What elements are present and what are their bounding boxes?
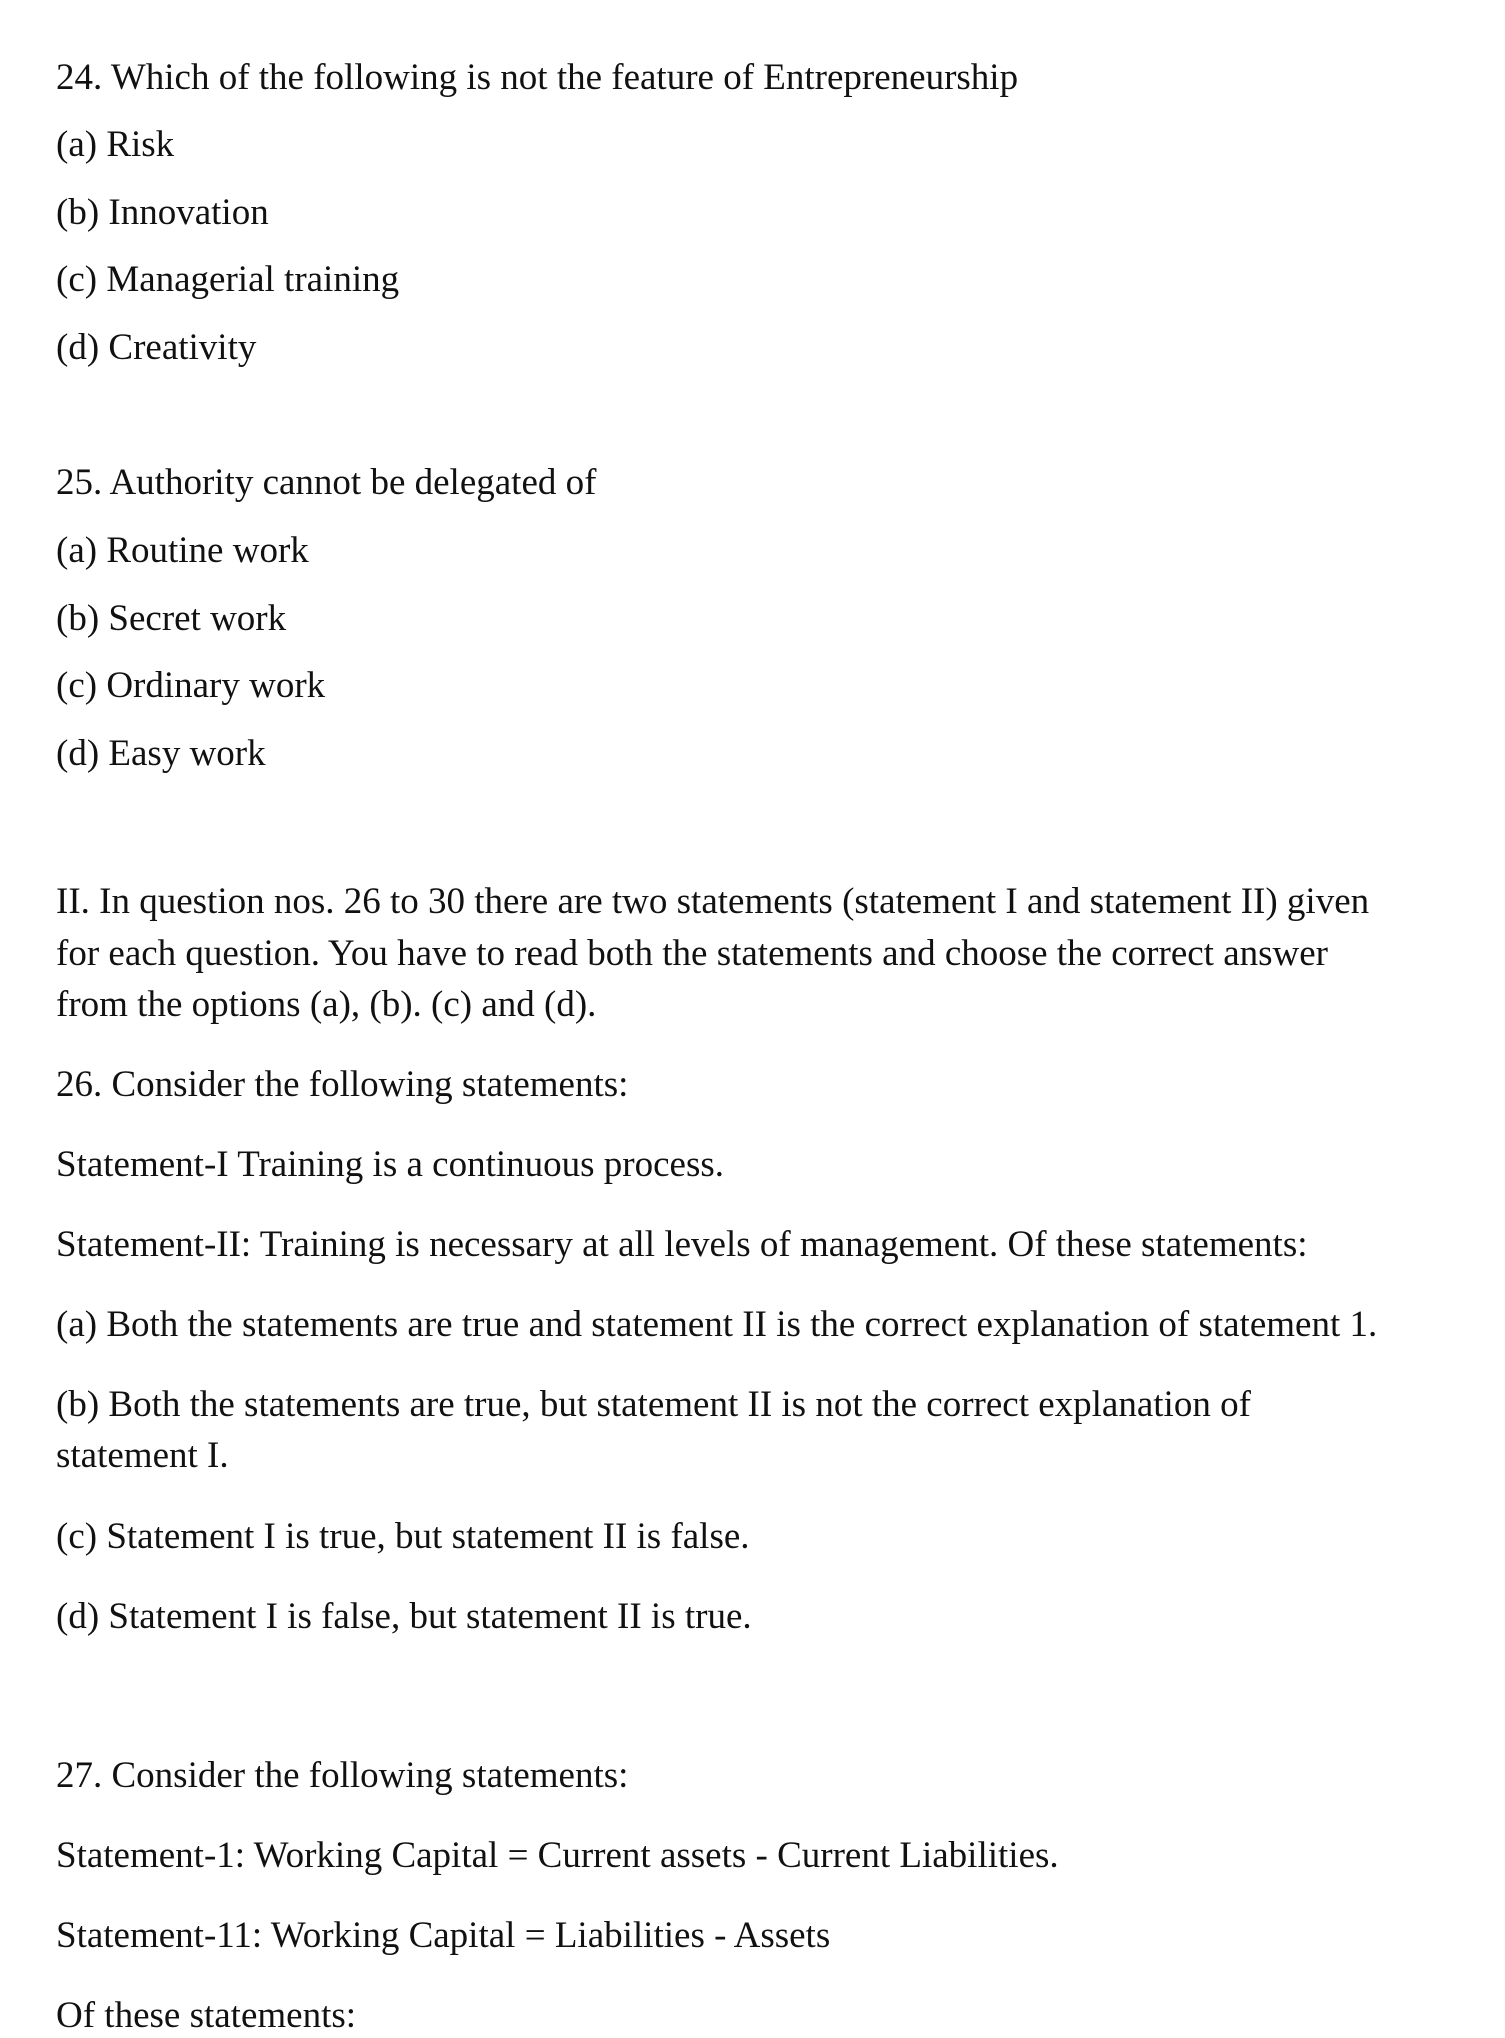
question-24-option-c: (c) Managerial training <box>56 259 400 300</box>
instructions-line-3: from the options (a), (b). (c) and (d). <box>56 984 597 1025</box>
question-26-option-a: (a) Both the statements are true and statement II is the correct explanation of statement 1. <box>56 1304 1378 1345</box>
question-25-text: 25. Authority cannot be delegated of <box>56 462 597 503</box>
question-24-option-a: (a) Risk <box>56 124 175 165</box>
instructions-line-2: for each question. You have to read both the statements and choose the correct answer <box>56 933 1328 974</box>
instructions-line-1: II. In question nos. 26 to 30 there are two statements (statement I and statement II) given <box>56 881 1370 922</box>
question-24-option-b: (b) Innovation <box>56 192 269 233</box>
question-26-statement-1: Statement-I Training is a continuous process. <box>56 1144 724 1185</box>
question-25-option-b: (b) Secret work <box>56 598 287 639</box>
question-25-option-d: (d) Easy work <box>56 733 266 774</box>
question-27-text: 27. Consider the following statements: <box>56 1755 629 1796</box>
question-26-statement-2: Statement-II: Training is necessary at all levels of management. Of these statements: <box>56 1224 1308 1265</box>
question-25-option-c: (c) Ordinary work <box>56 665 326 706</box>
question-26-option-c: (c) Statement I is true, but statement II is false. <box>56 1516 750 1557</box>
question-25-option-a: (a) Routine work <box>56 530 309 571</box>
question-26-option-b: (b) Both the statements are true, but statement II is not the correct explanation of <box>56 1384 1251 1425</box>
question-24-text: 24. Which of the following is not the feature of Entrepreneurship <box>56 57 1019 98</box>
question-26-text: 26. Consider the following statements: <box>56 1064 629 1105</box>
question-26-option-d: (d) Statement I is false, but statement II is true. <box>56 1596 752 1637</box>
question-24-option-d: (d) Creativity <box>56 327 257 368</box>
question-27-closing: Of these statements: <box>56 1995 357 2036</box>
question-27-statement-2: Statement-11: Working Capital = Liabilities - Assets <box>56 1915 831 1956</box>
question-27-statement-1: Statement-1: Working Capital = Current assets - Current Liabilities. <box>56 1835 1059 1876</box>
question-26-option-b-continued: statement I. <box>56 1435 229 1476</box>
